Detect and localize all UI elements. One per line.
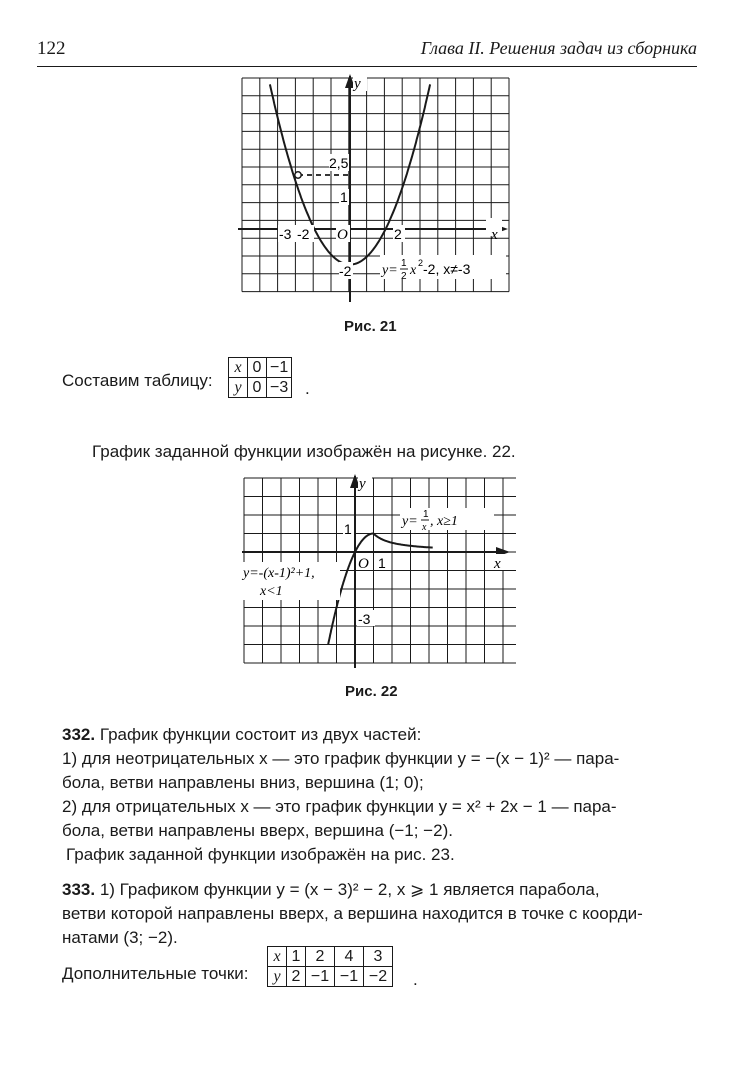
table-cell: 2 — [306, 947, 335, 967]
f2-line2: x<1 — [260, 584, 283, 599]
formula-x: x — [410, 263, 417, 278]
label-neg3: -3 — [358, 611, 371, 627]
page-number: 122 — [37, 38, 66, 59]
text-line: бола, ветви направлены вниз, вершина (1; 0); — [62, 773, 424, 792]
table-cell: x — [268, 947, 287, 967]
label-2-5: 2,5 — [329, 155, 349, 171]
figure-21-graph — [236, 74, 512, 306]
table-cell: 1 — [287, 947, 306, 967]
table-cell: 4 — [335, 947, 364, 967]
hollow-point — [295, 172, 301, 178]
f1-y: y= — [402, 514, 418, 529]
table-cell: 2 — [287, 967, 306, 987]
table-row — [229, 358, 292, 378]
label-neg2x: -2 — [297, 226, 310, 242]
formula-exp: 2 — [418, 258, 424, 268]
label-neg2y: -2 — [339, 263, 352, 279]
table2-end: . — [413, 970, 418, 989]
table-cell: y — [229, 378, 248, 398]
origin-label: O — [358, 556, 369, 572]
text-line: График функции состоит из двух частей: — [95, 725, 422, 744]
header-divider — [37, 66, 697, 67]
problem-number: 332. — [62, 725, 96, 744]
table-cell: y — [268, 967, 287, 987]
y-axis-label: y — [354, 76, 361, 92]
table-row — [268, 947, 393, 967]
text-line: График заданной функции изображён на рис. 23. — [66, 845, 455, 864]
table-cell: 3 — [364, 947, 393, 967]
table1-end: . — [305, 379, 310, 398]
text-figure-22: График заданной функции изображён на рисунке. 22. — [92, 442, 516, 461]
text-line: бола, ветви направлены вверх, вершина (−1; −2). — [62, 821, 453, 840]
text-line: 1) Графиком функции y = (x − 3)² − 2, x ⩾ 1 является парабола, — [95, 880, 600, 899]
figure-22-graph — [240, 474, 516, 670]
x-axis-label: x — [494, 556, 501, 572]
f1-tail: , x≥1 — [430, 514, 458, 529]
problem-333 — [62, 878, 702, 950]
table-cell: 0 — [248, 358, 267, 378]
text-line: 1) для неотрицательных x — это график функции y = −(x − 1)² — пара- — [62, 749, 620, 768]
chapter-title: Глава II. Решения задач из сборника — [420, 38, 697, 58]
formula-frac-num: 1 — [401, 258, 407, 269]
table-cell: x — [229, 358, 248, 378]
f1-num: 1 — [423, 509, 429, 520]
table-row — [229, 378, 292, 398]
formula-frac-den: 2 — [401, 271, 407, 282]
f2-line1: y=-(x-1)²+1, — [243, 566, 315, 581]
text-line: 2) для отрицательных x — это график функции y = x² + 2x − 1 — пара- — [62, 797, 617, 816]
table-cell: −2 — [364, 967, 393, 987]
figure-22-caption: Рис. 22 — [345, 683, 398, 700]
table-cell: −3 — [267, 378, 292, 398]
table-cell: 0 — [248, 378, 267, 398]
table-cell: −1 — [306, 967, 335, 987]
problem-332 — [62, 723, 702, 867]
origin-label: O — [337, 227, 348, 243]
label-two: 2 — [394, 226, 402, 242]
table1-intro: Составим таблицу: — [62, 371, 213, 390]
table2-intro: Дополнительные точки: — [62, 964, 249, 983]
problem-number: 333. — [62, 880, 96, 899]
table-row — [268, 967, 393, 987]
values-table-2 — [267, 946, 393, 987]
label-one: 1 — [340, 189, 348, 205]
figure-21-caption: Рис. 21 — [344, 318, 397, 335]
y-axis-label: y — [359, 476, 366, 492]
text-line: ветви которой направлены вверх, а вершина находится в точке с коорди- — [62, 904, 643, 923]
formula-y: y= — [382, 263, 398, 278]
values-table-1 — [228, 357, 292, 398]
f1-den: x — [422, 522, 427, 533]
label-one-y: 1 — [344, 521, 352, 537]
label-neg3: -3 — [279, 226, 292, 242]
x-axis-label: x — [491, 227, 498, 243]
formula-tail: -2, x≠-3 — [423, 261, 471, 277]
table-cell: −1 — [335, 967, 364, 987]
hyperbola-curve — [374, 534, 433, 548]
label-one-x: 1 — [378, 555, 386, 571]
text-line: натами (3; −2). — [62, 928, 178, 947]
table-cell: −1 — [267, 358, 292, 378]
